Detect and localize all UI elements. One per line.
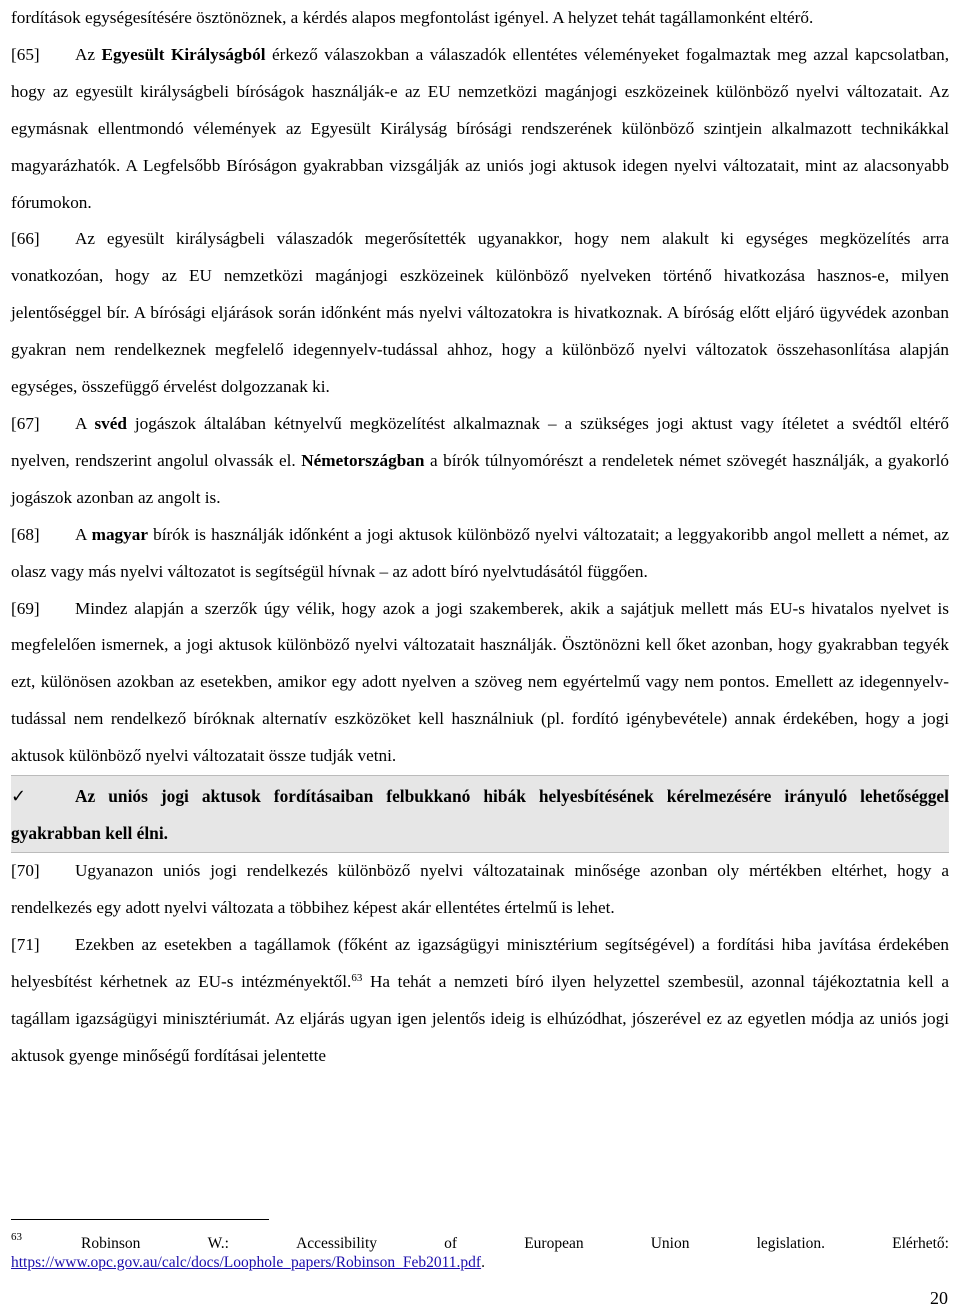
text-span: . (481, 1254, 485, 1271)
paragraph-number: [69] (11, 598, 40, 618)
bold-country: svéd (94, 413, 127, 433)
footnote-word: Accessibility (296, 1235, 378, 1252)
text-span: bírók is használják időnként a jogi aktusok különböző nyelvi változatait; a leggyakoribb angol mellett a német, az olasz vagy más nyelvi változatot is segítségül hívnak – az adott bíró nyelvtudásától függően. (11, 524, 950, 581)
text-span: érkező válaszokban a válaszadók ellentétes véleményeket fogalmaztak meg azzal kapcsolatban, hogy az egyesült királyságbeli bíróságok használják-e az EU nemzetközi magánjogi eszközeinek különböző nyelvi változatait. Az egymásnak ellentmondó vélemények az Egyesült Királyság bírósági rendszerének különböző szintjein alkalmazott technikákkal magyarázhatók. A Legfelsőbb Bíróságon gyakrabban vizsgálják az uniós jogi aktusok idegen nyelvi változatait, mint az alacsonyabb fórumokon. (11, 44, 949, 212)
paragraph-number: [71] (11, 934, 40, 954)
footnote-first-line (11, 1228, 949, 1253)
footnote-word: Robinson (81, 1235, 141, 1252)
paragraph-67 (11, 406, 949, 517)
paragraph-continuation (11, 0, 949, 37)
text-span: Az (75, 44, 102, 64)
text-span: Ezekben az esetekben a tagállamok (főként az igazságügyi minisztérium segítségével) a fordítási hiba javítása érdekében helyesbítést kérhetnek az EU-s intézményektől. (11, 934, 949, 991)
paragraph-65 (11, 37, 949, 222)
text-span: Ugyanazon uniós jogi rendelkezés különböző nyelvi változatainak minősége azonban oly mértékben eltérhet, hogy a rendelkezés egy adott nyelvi változata a többihez képest akár ellentétes értelmű is lehet. (11, 861, 949, 917)
text-span: Ha tehát a nemzeti bíró ilyen helyzettel szembesül, azonnal tájékoztatnia kell a tagállam igazságügyi minisztériumát. Az eljárás ugyan igen jelentős ideig is elhúzódhat, jószerével ez az egyetlen módja az uniós jogi aktusok gyenge minőségű fordításai jelentette (11, 971, 949, 1065)
text-span: jogászok általában kétnyelvű megközelítést alkalmaznak – a szükséges jogi aktust vagy ítéletet a svédtől eltérő nyelven, rendszerint angolul olvassák el. (11, 413, 949, 470)
text-span: Az egyesült királyságbeli válaszadók megerősítették ugyanakkor, hogy nem alakult ki egységes megközelítés arra vonatkozóan, hogy az EU nemzetközi magánjogi eszközeinek különböző nyelveken történő hivatkozása hasznos-e, milyen jelentőséggel bír. A bírósági eljárások során időnként más nyelvi változatokra is hivatkoznak. A bíróság előtt eljáró ügyvédek azonban gyakran nem rendelkeznek megfelelő idegennyelv-tudással ahhoz, hogy a különböző nyelvi változatok összehasonlítása alapján egységes, összefüggő érvelést dolgozzanak ki. (11, 229, 949, 397)
footnote-separator (11, 1219, 269, 1220)
footnote-word: of (444, 1235, 458, 1252)
bold-country: Németországban (301, 450, 425, 470)
footnote-word: European (524, 1235, 584, 1252)
footnote-word: legislation. (756, 1235, 826, 1252)
footnote-number: 63 (11, 1231, 22, 1243)
paragraph-70 (11, 853, 949, 927)
footnote-word: Union (650, 1235, 690, 1252)
paragraph-number: [68] (11, 524, 40, 544)
body-text (11, 0, 949, 1074)
bold-country: Egyesült Királyságból (101, 44, 266, 64)
text-span: A (75, 413, 95, 433)
footnote-reference[interactable]: 63 (351, 971, 363, 984)
document-page (11, 0, 949, 1074)
footnote-word: Elérhető: (892, 1235, 949, 1252)
footnote-text (81, 1228, 949, 1253)
paragraph-71 (11, 927, 949, 1075)
bold-country: magyar (91, 524, 148, 544)
footnote-second-line (11, 1253, 949, 1272)
check-mark-icon: ✓ (11, 786, 27, 808)
recommendation-callout (11, 775, 949, 853)
paragraph-number: [67] (11, 413, 40, 433)
paragraph-number: [65] (11, 44, 40, 64)
paragraph-69 (11, 591, 949, 776)
text-span: A (75, 524, 92, 544)
paragraph-number: [66] (11, 229, 40, 249)
footnote-link[interactable]: https://www.opc.gov.au/calc/docs/Loophole_papers/Robinson_Feb2011.pdf (11, 1254, 482, 1271)
footnote (11, 1228, 949, 1272)
paragraph-text: fordítások egységesítésére ösztönöznek, a kérdés alapos megfontolást igényel. A helyzet tehát tagállamonként eltérő. (11, 8, 814, 27)
text-span: a bírók túlnyomórészt a rendeletek német szövegét használják, a gyakorló jogászok azonban az angolt is. (11, 450, 949, 507)
text-span: Mindez alapján a szerzők úgy vélik, hogy azok a jogi szakemberek, akik a sajátjuk mellett más EU-s hivatalos nyelvet is megfelelően ismernek, a jogi aktusok különböző nyelvi változatait használják. Ösztönözni kell őket azonban, hogy gyakrabban tegyék ezt, különösen azokban az esetekben, amikor egy adott nyelven a szöveg nem egyértelmű vagy nem pontos. Emellett az idegennyelv-tudással nem rendelkező bíróknak alternatív eszközöket kell használniuk (pl. fordító igénybevétele) annak érdekében, hogy a jogi aktusok különböző nyelvi változatait össze tudják vetni. (11, 598, 949, 766)
paragraph-number: [70] (11, 861, 40, 881)
callout-text: Az uniós jogi aktusok fordításaiban felbukkanó hibák helyesbítésének kérelmezésére irányuló lehetőséggel gyakrabban kell élni. (11, 786, 949, 844)
paragraph-68 (11, 517, 949, 591)
page-number: 20 (930, 1288, 948, 1308)
paragraph-66 (11, 221, 949, 406)
footnote-word: W.: (207, 1235, 229, 1252)
